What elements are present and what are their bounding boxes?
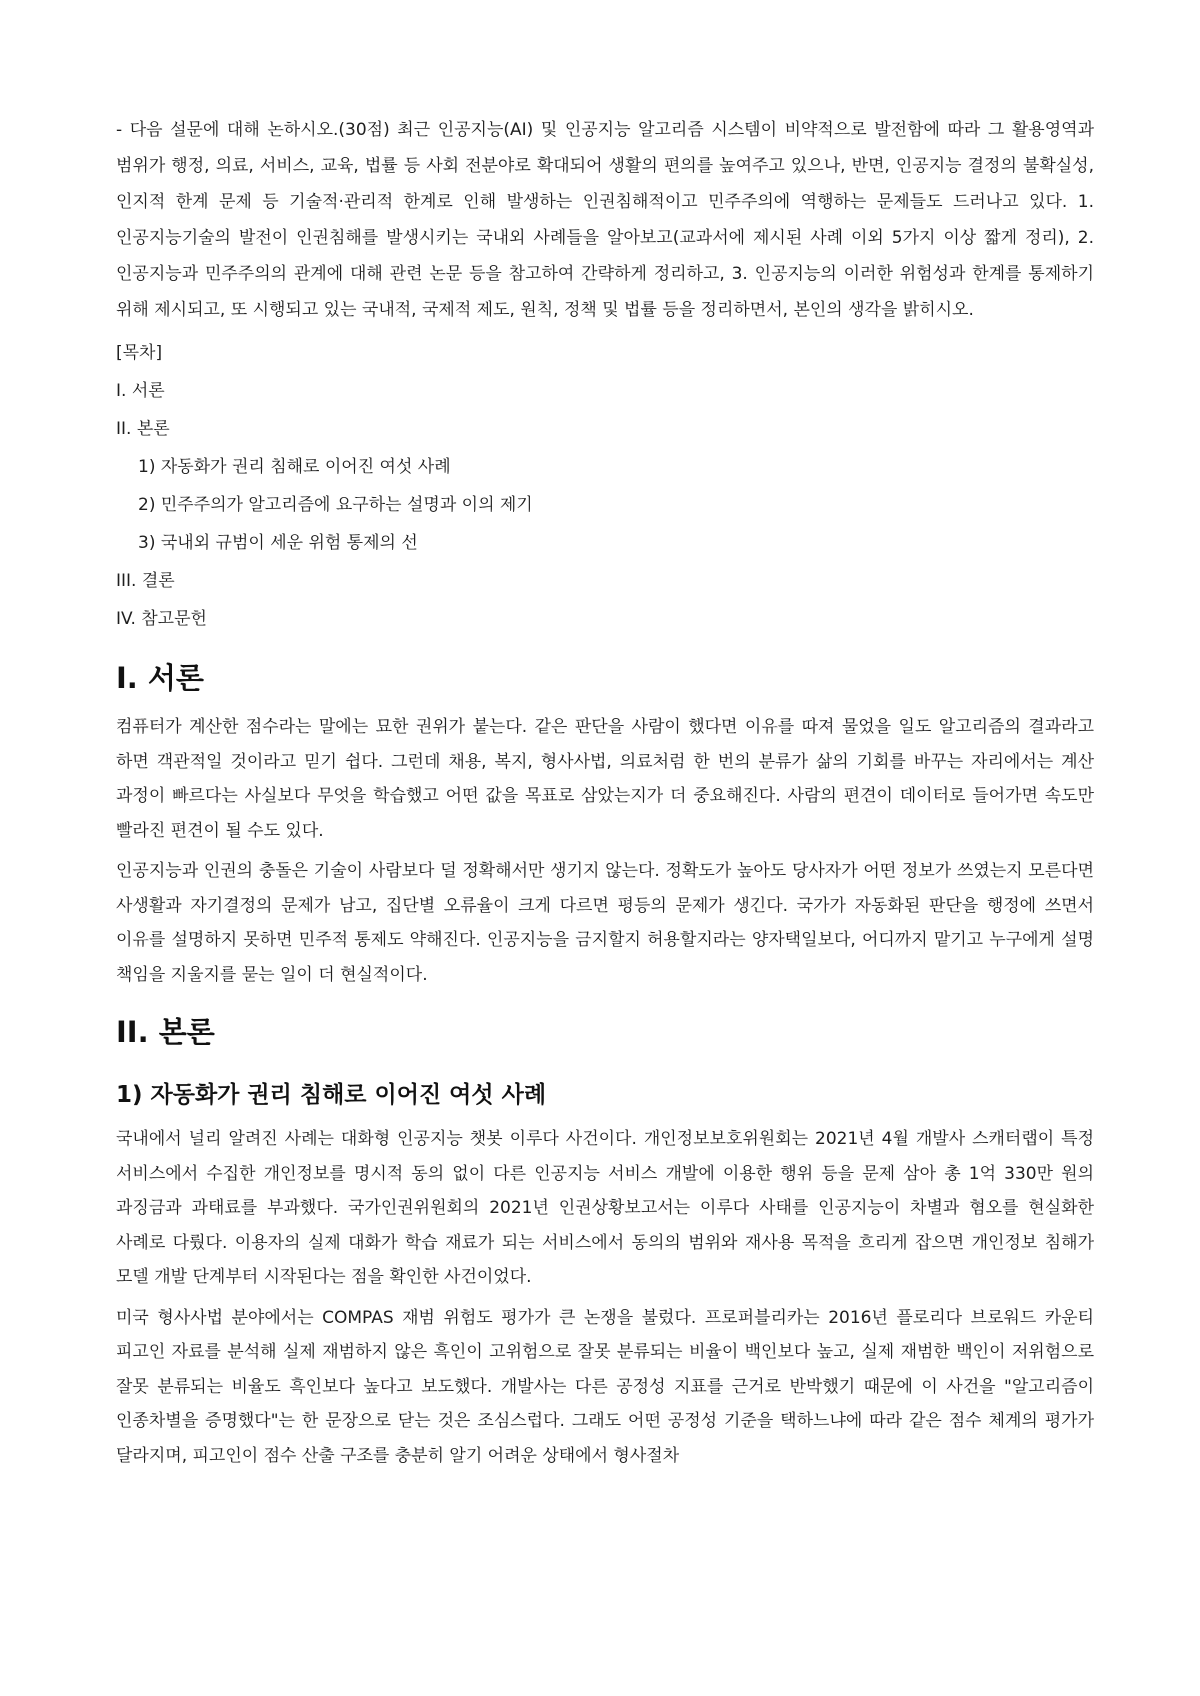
toc-item-body-sub3: 3) 국내외 규범이 세운 위험 통제의 선 <box>138 533 418 553</box>
body-sub1-heading: 1) 자동화가 권리 침해로 이어진 여섯 사례 <box>116 1082 547 1108</box>
intro-paragraph-2: 인공지능과 인권의 충돌은 기술이 사람보다 덜 정확해서만 생기지 않는다. 정확도가 높아도 당사자가 어떤 정보가 쓰였는지 모른다면 사생활과 자기결정의 문제가 남고, 집단별 오류율이 크게 다르면 평등의 문제가 생긴다. 국가가 자동화된 판단을 행정에 쓰면서 이유를 설명하지 못하면 민주적 통제도 약해진다. 인공지능을 금지할지 허용할지라는 양자택일보다, 어디까지 맡기고 누구에게 설명 책임을 지울지를 묻는 일이 더 현실적이다. <box>116 861 1094 985</box>
intro-heading: I. 서론 <box>116 661 204 695</box>
toc-item-body: II. 본론 <box>116 419 170 439</box>
toc-label: [목차] <box>116 343 163 363</box>
toc-item-body-sub1: 1) 자동화가 권리 침해로 이어진 여섯 사례 <box>138 457 451 477</box>
body-sub1-paragraph-1: 국내에서 널리 알려진 사례는 대화형 인공지능 챗봇 이루다 사건이다. 개인정보보호위원회는 2021년 4월 개발사 스캐터랩이 특정 서비스에서 수집한 개인정보를 명시적 동의 없이 다른 인공지능 서비스 개발에 이용한 행위 등을 문제 삼아 총 1억 330만 원의 과징금과 과태료를 부과했다. 국가인권위원회의 2021년 인권상황보고서는 이루다 사태를 인공지능이 차별과 혐오를 현실화한 사례로 다뤘다. 이용자의 실제 대화가 학습 재료가 되는 서비스에서 동의의 범위와 재사용 목적을 흐리게 잡으면 개인정보 침해가 모델 개발 단계부터 시작된다는 점을 확인한 사건이었다. <box>116 1129 1094 1287</box>
assignment-prompt: - 다음 설문에 대해 논하시오.(30점) 최근 인공지능(AI) 및 인공지능 알고리즘 시스템이 비약적으로 발전함에 따라 그 활용영역과 범위가 행정, 의료, 서비스, 교육, 법률 등 사회 전분야로 확대되어 생활의 편의를 높여주고 있으나, 반면, 인공지능 결정의 불확실성, 인지적 한계 문제 등 기술적·관리적 한계로 인해 발생하는 인권침해적이고 민주주의에 역행하는 문제들도 드러나고 있다. 1. 인공지능기술의 발전이 인권침해를 발생시키는 국내외 사례들을 알아보고(교과서에 제시된 사례 이외 5가지 이상 짧게 정리), 2. 인공지능과 민주주의의 관계에 대해 관련 논문 등을 참고하여 간략하게 정리하고, 3. 인공지능의 이러한 위험성과 한계를 통제하기 위해 제시되고, 또 시행되고 있는 국내적, 국제적 제도, 원칙, 정책 및 법률 등을 정리하면서, 본인의 생각을 밝히시오. <box>116 120 1094 320</box>
toc-item-conclusion: III. 결론 <box>116 571 175 591</box>
table-of-contents <box>116 334 1094 638</box>
toc-item-body-sub2: 2) 민주주의가 알고리즘에 요구하는 설명과 이의 제기 <box>138 495 533 515</box>
body-sub1-paragraph-2: 미국 형사사법 분야에서는 COMPAS 재범 위험도 평가가 큰 논쟁을 불렀다. 프로퍼블리카는 2016년 플로리다 브로워드 카운티 피고인 자료를 분석해 실제 재범하지 않은 흑인이 고위험으로 잘못 분류되는 비율이 백인보다 높고, 실제 재범한 백인이 저위험으로 잘못 분류되는 비율도 흑인보다 높다고 보도했다. 개발사는 다른 공정성 지표를 근거로 반박했기 때문에 이 사건을 "알고리즘이 인종차별을 증명했다"는 한 문장으로 닫는 것은 조심스럽다. 그래도 어떤 공정성 기준을 택하느냐에 따라 같은 점수 체계의 평가가 달라지며, 피고인이 점수 산출 구조를 충분히 알기 어려운 상태에서 형사절차 <box>116 1307 1094 1466</box>
toc-item-intro: I. 서론 <box>116 381 165 401</box>
body-heading: II. 본론 <box>116 1015 215 1049</box>
toc-item-references: IV. 참고문헌 <box>116 609 207 629</box>
intro-paragraph-1: 컴퓨터가 계산한 점수라는 말에는 묘한 권위가 붙는다. 같은 판단을 사람이 했다면 이유를 따져 물었을 일도 알고리즘의 결과라고 하면 객관적일 것이라고 믿기 쉽다. 그런데 채용, 복지, 형사사법, 의료처럼 한 번의 분류가 삶의 기회를 바꾸는 자리에서는 계산 과정이 빠르다는 사실보다 무엇을 학습했고 어떤 값을 목표로 삼았는지가 더 중요해진다. 사람의 편견이 데이터로 들어가면 속도만 빨라진 편견이 될 수도 있다. <box>116 717 1094 841</box>
document-page <box>116 112 1094 1479</box>
